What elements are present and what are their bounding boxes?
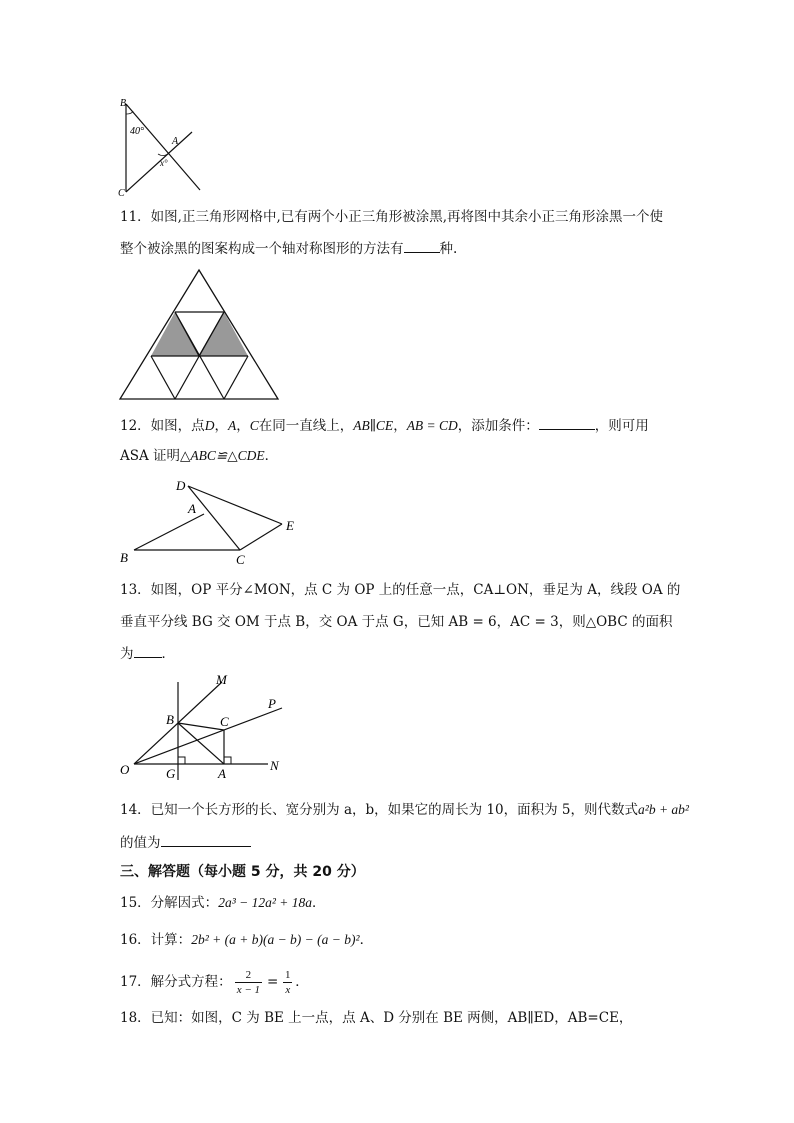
q12-text-b: 在同一直线上， bbox=[258, 418, 354, 434]
q14-text: 14．已知一个长方形的长、宽分别为 a，b，如果它的周长为 10，面积为 5，则代数式 bbox=[120, 802, 639, 818]
q13-line1: 13．如图，OP 平分∠MON，点 C 为 OP 上的任意一点，CA⊥ON，垂足为 A，线段 OA 的 bbox=[120, 582, 681, 598]
figure-q10 bbox=[110, 92, 220, 200]
q17-numerator-1: 2 bbox=[245, 968, 252, 981]
q12-text-c: ，添加条件： bbox=[457, 418, 539, 434]
q14-answer-blank[interactable] bbox=[161, 832, 251, 847]
q14-value-text: 的值为 bbox=[120, 835, 161, 851]
q17-denominator-2: x bbox=[285, 983, 291, 996]
q12-comma-3: ， bbox=[393, 418, 407, 434]
q12-line1 bbox=[120, 415, 649, 436]
q12-text-a: 12．如图，点 bbox=[120, 418, 205, 434]
q12-condition-parallel: AB∥CE bbox=[353, 418, 394, 433]
q15 bbox=[120, 893, 326, 913]
label-angle-40: 40° bbox=[130, 126, 144, 137]
q17-fraction-left bbox=[235, 968, 262, 997]
q11-text: 整个被涂黑的图案构成一个轴对称图形的方法有 bbox=[120, 241, 404, 257]
q12-condition-equal: AB = CD bbox=[406, 418, 458, 433]
q17-equals: = bbox=[267, 974, 279, 990]
fig13-label-o: O bbox=[120, 762, 130, 777]
q11-line1: 11．如图,正三角形网格中,已有两个小正三角形被涂黑,再将图中其余小正三角形涂黑一个使 bbox=[120, 209, 664, 225]
label-a: A bbox=[172, 136, 179, 147]
q14-expression: a²b + ab² bbox=[638, 802, 689, 817]
fig12-label-d: D bbox=[176, 478, 186, 493]
fig12-label-e: E bbox=[286, 518, 294, 533]
fig13-label-p: P bbox=[268, 696, 276, 711]
q17-label: 17．解分式方程： bbox=[120, 974, 232, 990]
point-a: A bbox=[227, 418, 237, 433]
q17-fraction-right bbox=[283, 968, 292, 997]
q14-line2 bbox=[120, 832, 251, 853]
q12-comma-1: ， bbox=[214, 418, 228, 434]
q12-answer-blank[interactable] bbox=[539, 415, 595, 430]
q12-text-d: ，则可用 bbox=[594, 418, 649, 434]
point-c: C bbox=[249, 418, 259, 433]
fig13-label-n: N bbox=[270, 758, 279, 773]
q14-line1 bbox=[120, 800, 689, 820]
fig13-label-c: C bbox=[220, 714, 229, 729]
fig13-label-a: A bbox=[218, 766, 226, 781]
triangle-grid-figure bbox=[118, 268, 282, 402]
q16-expression: 2b² + (a + b)(a − b) − (a − b)² bbox=[191, 932, 360, 947]
figure-q13 bbox=[112, 668, 298, 784]
q13-period: ． bbox=[161, 646, 175, 662]
q16-period: ． bbox=[359, 932, 374, 948]
fig13-label-g: G bbox=[166, 766, 176, 781]
figure-q12 bbox=[112, 474, 308, 568]
q12-congruence: △ABC≌△CDE bbox=[180, 448, 265, 463]
label-b: B bbox=[120, 98, 127, 109]
q12-line2 bbox=[120, 446, 278, 466]
q17-period: ． bbox=[295, 974, 309, 990]
q15-expression: 2a³ − 12a² + 18a bbox=[218, 895, 313, 910]
fig12-label-a: A bbox=[188, 501, 196, 516]
q15-period: ． bbox=[312, 895, 326, 911]
q17-denominator-1: x − 1 bbox=[236, 983, 260, 996]
q11-line2 bbox=[120, 238, 457, 259]
q16-label: 16．计算： bbox=[120, 932, 192, 948]
section-3-title: 三、解答题（每小题 5 分，共 20 分） bbox=[120, 864, 365, 880]
fig13-label-b: B bbox=[166, 712, 174, 727]
q13-line3 bbox=[120, 643, 175, 664]
point-d: D bbox=[204, 418, 215, 433]
q12-comma-2: ， bbox=[236, 418, 250, 434]
q18-line1: 18．已知：如图，C 为 BE 上一点，点 A、D 分别在 BE 两侧，AB∥ED，AB=CE， bbox=[120, 1010, 633, 1026]
q11-text-end: 种. bbox=[439, 241, 458, 257]
label-x: x° bbox=[160, 158, 168, 168]
q12-asa-text: ASA 证明 bbox=[120, 448, 181, 464]
q13-text: 为 bbox=[120, 646, 134, 662]
q13-answer-blank[interactable] bbox=[134, 643, 162, 658]
fig12-label-c: C bbox=[236, 552, 245, 567]
fig12-label-b: B bbox=[120, 550, 128, 565]
q11-answer-blank[interactable] bbox=[404, 238, 440, 253]
label-c: C bbox=[118, 188, 125, 199]
q17 bbox=[120, 962, 309, 1002]
q16 bbox=[120, 930, 373, 950]
q12-period: ． bbox=[264, 448, 279, 464]
q13-line2: 垂直平分线 BG 交 OM 于点 B，交 OA 于点 G，已知 AB = 6，AC = 3，则△OBC 的面积 bbox=[120, 614, 673, 630]
fig13-label-m: M bbox=[216, 672, 227, 687]
q17-numerator-2: 1 bbox=[285, 968, 291, 981]
q15-label: 15．分解因式： bbox=[120, 895, 219, 911]
